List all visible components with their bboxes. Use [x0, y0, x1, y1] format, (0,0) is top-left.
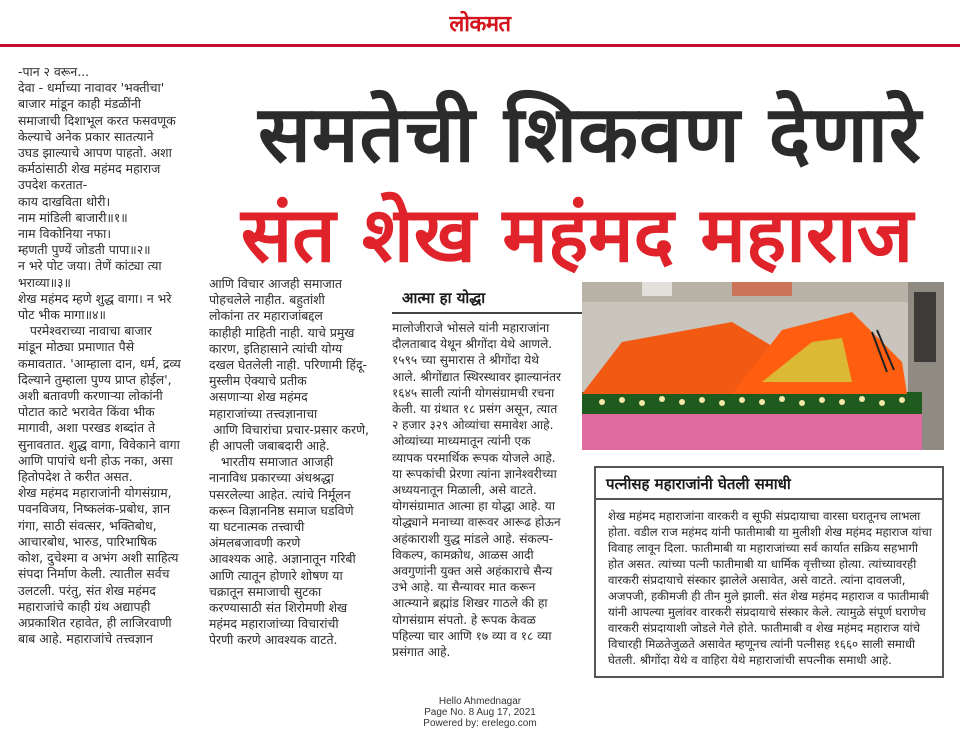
- samadhi-photo-illustration: [582, 282, 944, 450]
- samadhi-photo: [582, 282, 944, 450]
- middle-column-text: आणि विचार आजही समाजात पोहचलेले नाहीत. बहुतांशी लोकांना तर महाराजांबद्दल काहीही माहिती नाही. याचे प्रमुख कारण, इतिहासाने त्यांची योग्य दखल घेतलेली नाही. परिणामी हिंदू- मुस्लीम ऐक्याचे प्रतीक असणाऱ्या शेख महंमद महाराजांच्या तत्त्वज्ञानाचा आणि विचारांचा प्रचार-प्रसार करणे, ही आपली जबाबदारी आहे. भारतीय समाजात आजही नानाविध प्रकारच्या अंधश्रद्धा पसरलेल्या आहेत. त्यांचे निर्मूलन करून विज्ञाननिष्ठ समाज घडविणे या घटनात्मक तत्त्वाची अंमलबजावणी करणे आवश्यक आहे. अज्ञानातून गरिबी आणि त्यातून होणारे शोषण या चक्रातून समाजाची सुटका करण्यासाठी संत शिरोमणी शेख महंमद महाराजांच्या विचारांची पेरणी करणे आवश्यक वाटते.: [209, 276, 369, 648]
- masthead: [0, 0, 960, 47]
- left-column-text: -पान २ वरून... देवा - धर्माच्या नावावर 'भक्तीचा' बाजार मांडून काही मंडळींनी समाजाची दिशाभूल करत फसवणूक केल्याचे अनेक प्रकार सातत्याने उघड झाल्याचे आपण पाहतो. अशा कर्मठांसाठी शेख महंमद महाराज उपदेश करतात- काय दाखविता थोरी। नाम मांडिली बाजारी॥१॥ नाम विकोनिया नफा। म्हणती पुण्यें जोडती पापा॥२॥ न भरे पोट जया। तेणें कांट्या त्या भराव्या॥३॥ शेख महंमद म्हणे शुद्ध वागा। न भरे पोट भीक मागा॥४॥ परमेश्वराच्या नावाचा बाजार मांडून मोठ्या प्रमाणात पैसे कमावतात. 'आम्हाला दान, धर्म, द्रव्य दिल्याने तुम्हाला पुण्य प्राप्त होईल', अशी बतावणी करणाऱ्या लोकांनी पोटात काटे भरावेत किंवा भीक मागावी, अशा परखड शब्दांत ते सुनावतात. शुद्ध वागा, विवेकाने वागा आणि पापांचे धनी होऊ नका, असा हितोपदेश ते करीत असत. शेख महंमद महाराजांनी योगसंग्राम, पवनविजय, निष्कलंक-प्रबोध, ज्ञान गंगा, साठी संवत्सर, भक्तिबोध, आचारबोध, भारुड, पारिभाषिक कोश, दुचेश्मा व अभंग अशी साहित्य संपदा निर्माण केली. त्यातील सर्वच उलटली. परंतु, संत शेख महंमद महाराजांचे काही ग्रंथ अद्यापही अप्रकाशित रहावेत, ही लाजिरवाणी बाब आहे. महाराजांचे तत्त्वज्ञान: [18, 64, 181, 647]
- headline-line-2: संत शेख महंमद महाराज: [240, 190, 914, 279]
- samadhi-section-box: [594, 466, 944, 678]
- atma-section-body: मालोजीराजे भोसले यांनी महाराजांना दौलताबाद येथून श्रीगोंदा येथे आणले. १५९५ च्या सुमारास ते श्रीगोंदा येथे आले. श्रीगोंद्यात स्थिरस्थावर झाल्यानंतर १६४५ साली त्यांनी योगसंग्रामची रचना केली. या ग्रंथात १८ प्रसंग असून, त्यात २ हजार ३२९ ओव्यांचा समावेश आहे. ओव्यांच्या माध्यमातून त्यांनी एक व्यापक परमार्थिक रूपक योजले आहे. या रूपकांची प्रेरणा त्यांना ज्ञानेश्वरीच्या अध्ययनातून मिळाली, असे वाटते. योगसंग्रामात आत्मा हा योद्धा आहे. या योद्ध्याने मनाच्या वारूवर आरूढ होऊन अहंकाराशी युद्ध मांडले आहे. संकल्प- विकल्प, कामक्रोध, आळस आदी अवगुणांनी युक्त असे अहंकाराचे सैन्य उभे आहे. या सैन्यावर मात करून आत्म्याने ब्रह्मांड शिखर गाठले की हा योगसंग्राम संपतो. हे रूपक केवळ पहिल्या चार आणि १७ व्या व १८ व्या प्रसंगात आहे.: [392, 321, 561, 660]
- headline-line-1: समतेची शिकवण देणारे: [258, 90, 922, 180]
- lokmat-logo: लोकमत: [449, 12, 511, 37]
- footer-publication: Hello Ahmednagar: [438, 696, 522, 707]
- page-footer: [380, 696, 580, 729]
- samadhi-section-body: शेख महंमद महाराजांना वारकरी व सूफी संप्रदायाचा वारसा घरातूनच लाभला होता. वडील राज महंमद यांनी फातीमाबी या मुलीशी शेख महंमद महाराज यांचा विवाह लावून दिला. फातीमाबी या महाराजांच्या सर्व कार्यात सक्रिय सहभागी होत असत. त्यांच्या पत्नी फातीमाबी या धार्मिक वृत्तीच्या होत्या. त्यांच्यावरही वारकरी संप्रदायाचे संस्कार झालेले असावेत, असे वाटते. त्यांना दावलजी, अजपजी, हकीमजी ही तीन मुले झाली. संत शेख महंमद महाराज व फातीमाबी यांनी आपल्या मुलांवर वारकरी संप्रदायाचे संस्कार केले. त्यामुळे संपूर्ण घराणेच वारकरी संप्रदायाशी जोडले गेले होते. फातीमाबी व शेख महंमद महाराज यांचे विचारही मिळतेजुळते असावेत म्हणूनच त्यांनी पत्नीसह १६६० साली समाधी घेतली. श्रीगोंदा येथे व वाहिरा येथे महाराजांची सपत्नीक समाधी आहे.: [608, 509, 932, 667]
- footer-powered-by: Powered by: erelego.com: [423, 718, 537, 729]
- atma-section-rule: [392, 312, 584, 314]
- samadhi-section-rule: [596, 498, 942, 500]
- atma-section-title: आत्मा हा योद्धा: [402, 289, 486, 307]
- newspaper-page: [14, 62, 946, 682]
- footer-page-date: Page No. 8 Aug 17, 2021: [424, 707, 536, 718]
- samadhi-section-title: पत्नीसह महाराजांनी घेतली समाधी: [606, 475, 791, 493]
